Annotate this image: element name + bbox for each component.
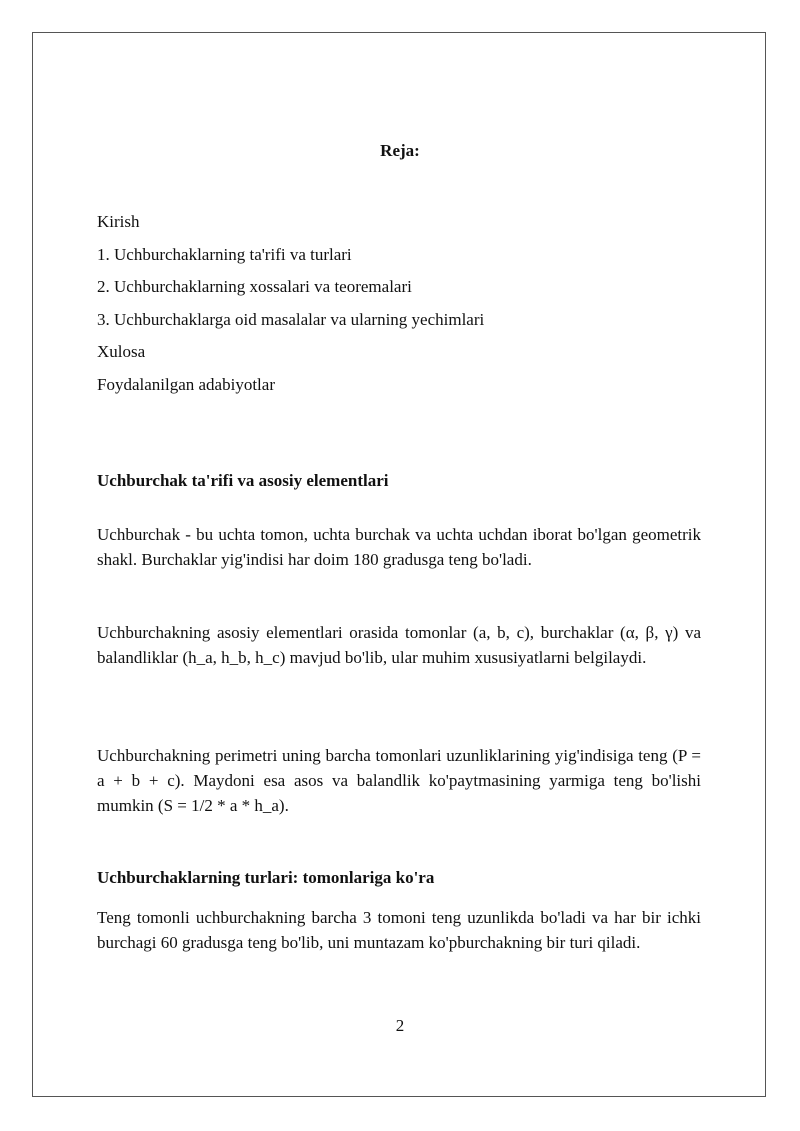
paragraph-equilateral: Teng tomonli uchburchakning barcha 3 tomoni teng uzunlikda bo'ladi va har bir ichki burchagi 60 gradusga teng bo'lib, uni muntazam ko'pburchakning bir turi qiladi. — [97, 908, 701, 952]
toc-item-3: 3. Uchburchaklarga oid masalalar va ularning yechimlari — [97, 309, 485, 329]
section-heading-types: Uchburchaklarning turlari: tomonlariga ko'ra — [97, 868, 435, 887]
toc-item-2: 2. Uchburchaklarning xossalari va teoremalari — [97, 277, 412, 296]
table-of-contents — [97, 209, 484, 404]
toc-item-references: Foydalanilgan adabiyotlar — [97, 374, 275, 394]
page-number: 2 — [395, 1016, 405, 1035]
paragraph-definition: Uchburchak - bu uchta tomon, uchta burchak va uchta uchdan iborat bo'lgan geometrik shakl. Burchaklar yig'indisi har doim 180 gradusga teng bo'ladi. — [97, 525, 701, 569]
section-heading-definition: Uchburchak ta'rifi va asosiy elementlari — [97, 471, 389, 490]
toc-item-conclusion: Xulosa — [97, 342, 146, 361]
toc-item-intro: Kirish — [97, 212, 140, 231]
toc-item-1: 1. Uchburchaklarning ta'rifi va turlari — [97, 244, 352, 264]
paragraph-perimeter-area: Uchburchakning perimetri uning barcha tomonlari uzunliklarining yig'indisiga teng (P = a + b + c). Maydoni esa asos va balandlik ko'paytmasining yarmiga teng bo'lishi mumkin (S = 1/2 * a * h_a). — [97, 746, 701, 815]
page-title: Reja: — [380, 141, 420, 160]
paragraph-elements: Uchburchakning asosiy elementlari orasida tomonlar (a, b, c), burchaklar (α, β, γ) va balandliklar (h_a, h_b, h_c) mavjud bo'lib, ular muhim xususiyatlarni belgilaydi. — [97, 623, 701, 667]
